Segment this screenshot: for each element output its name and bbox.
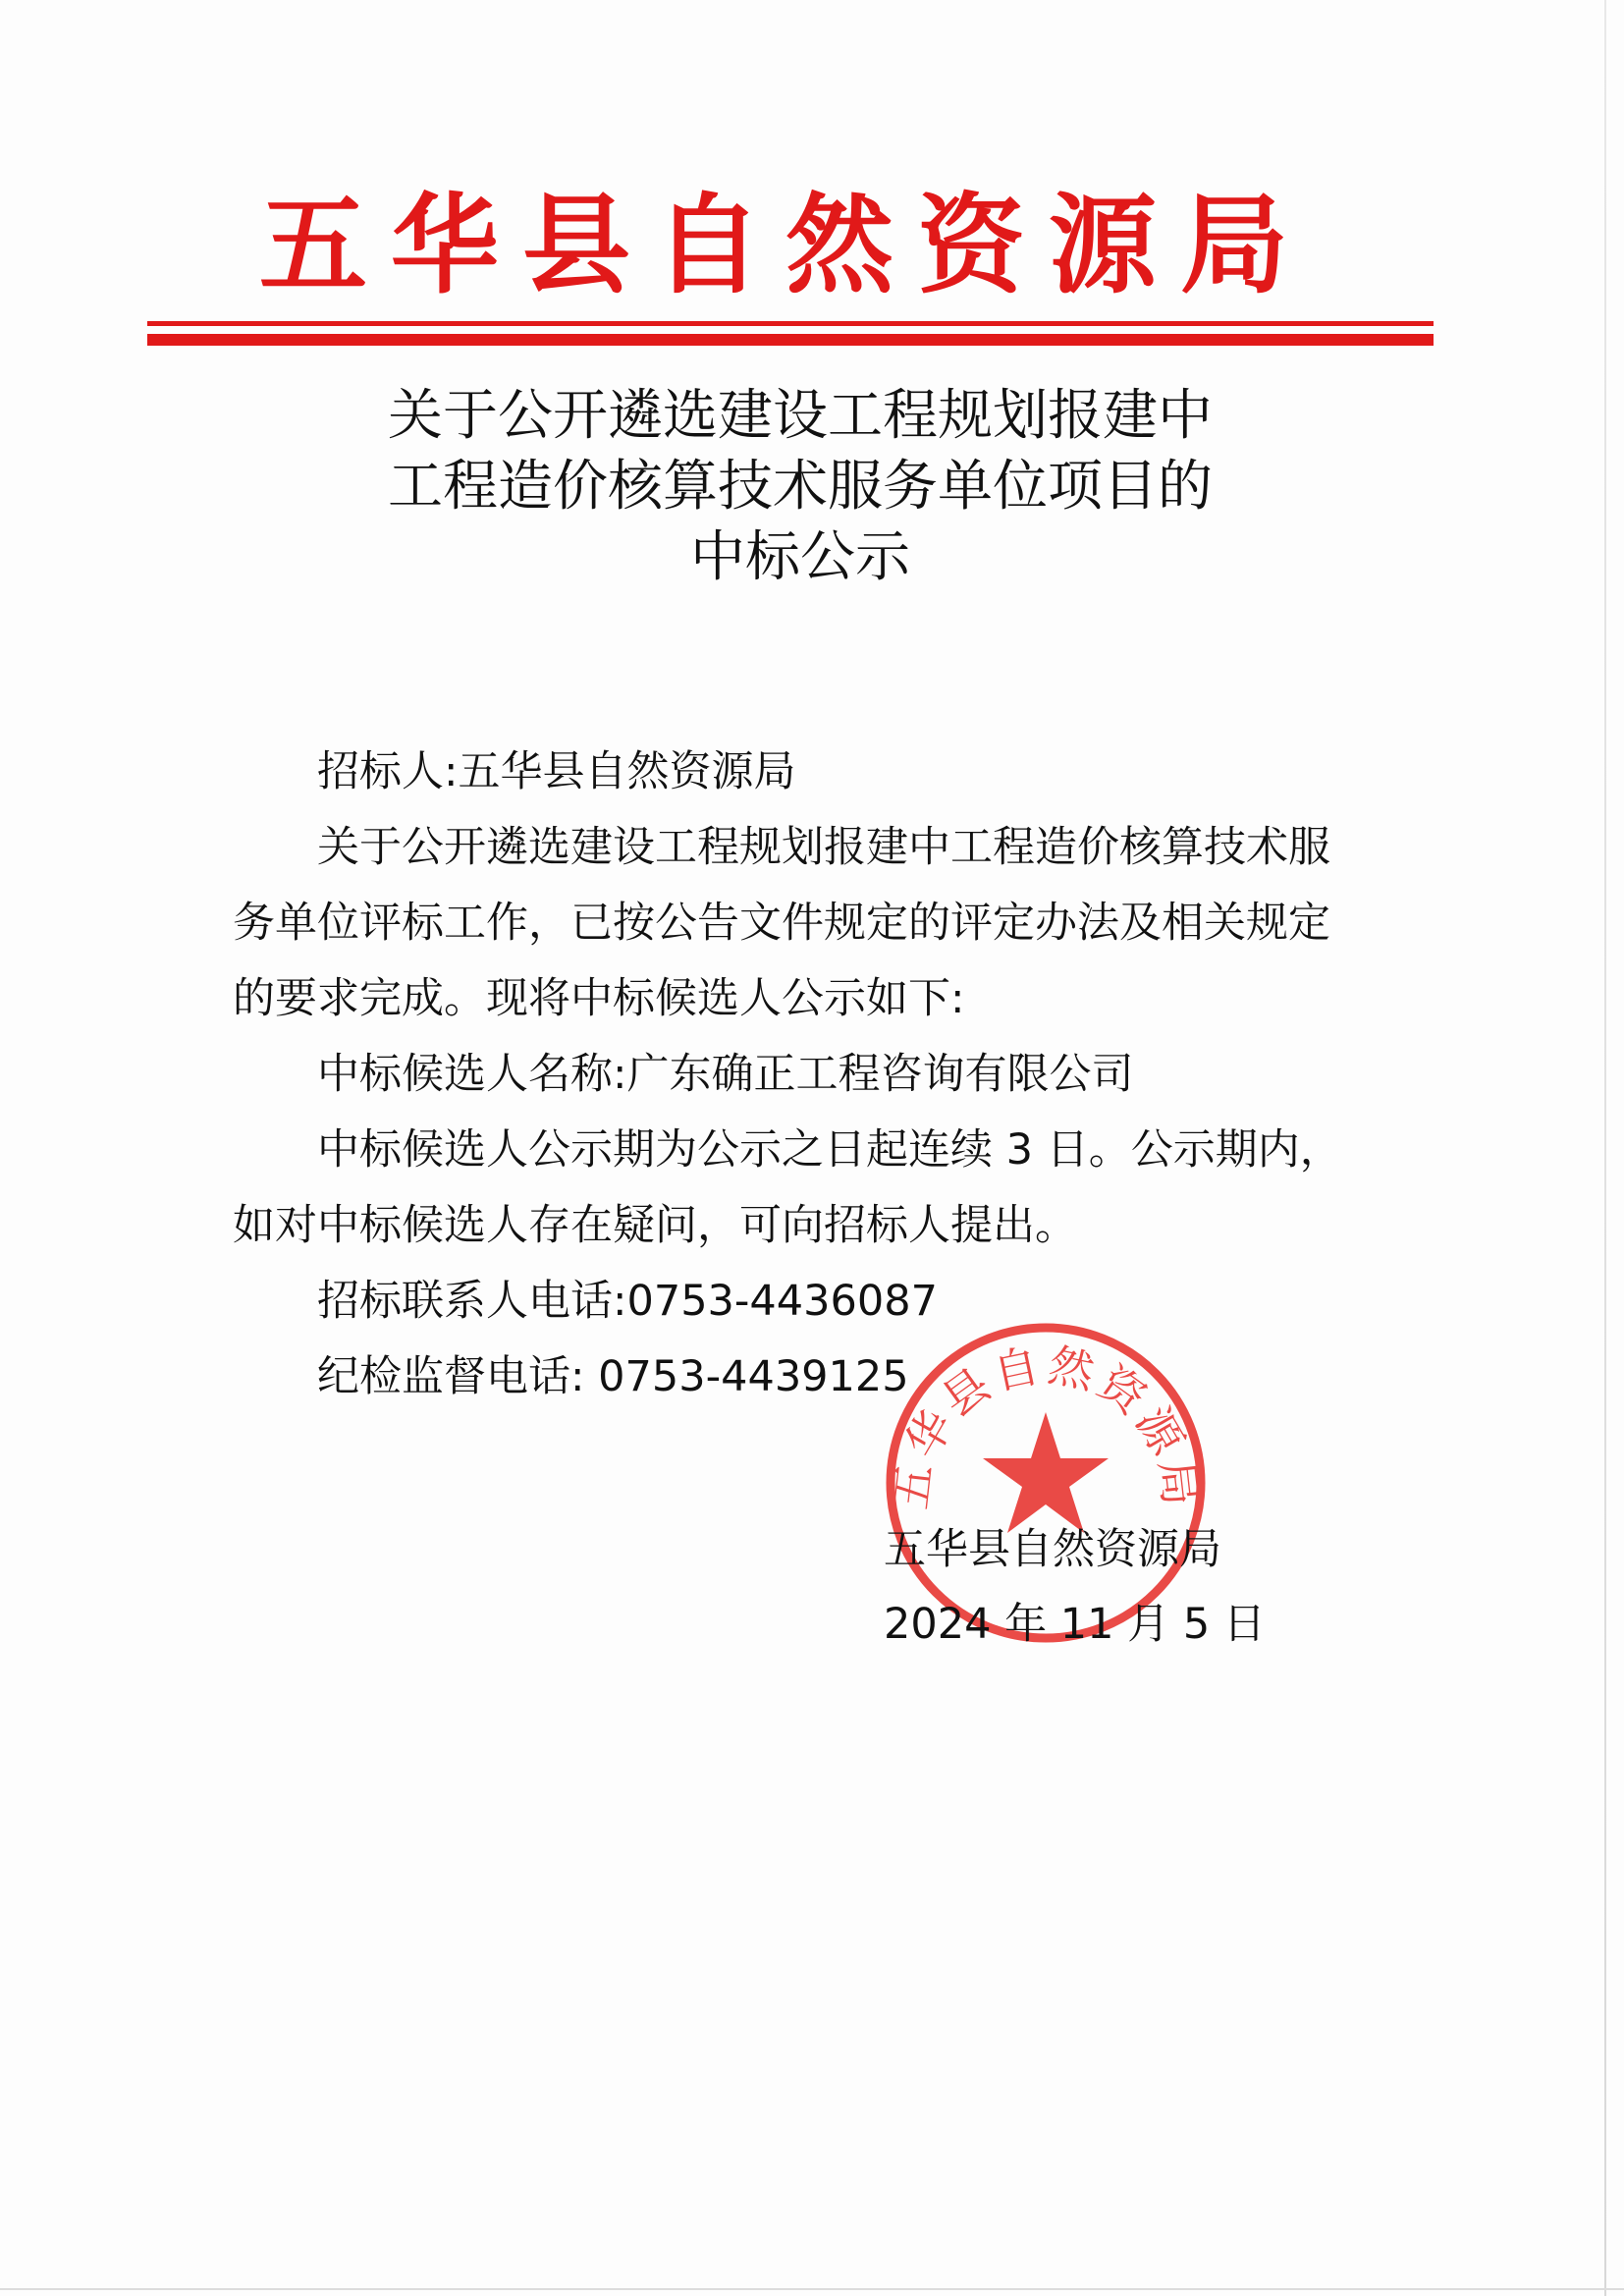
tenderer-line: 招标人:五华县自然资源局: [317, 747, 796, 796]
scan-edge-right: [1604, 0, 1606, 2296]
notice-title-line: 关于公开遴选建设工程规划报建中: [388, 384, 1213, 448]
signature-date: 2024 年 11 月 5 日: [884, 1600, 1266, 1649]
letterhead-title: 五华县自然资源局: [259, 182, 1312, 308]
notice-title-line: 中标公示: [690, 525, 910, 589]
candidate-name-line: 中标候选人名称:广东确正工程咨询有限公司: [317, 1050, 1134, 1099]
letterhead-rule-thin: [147, 321, 1434, 326]
notice-body: [233, 735, 1372, 1415]
evaluation-paragraph: 关于公开遴选建设工程规划报建中工程造价核算技术服务单位评标工作，已按公告文件规定的评定办法及相关规定的要求完成。现将中标候选人公示如下:: [233, 823, 1330, 1023]
contact-phone-line: 招标联系人电话:0753-4436087: [317, 1277, 938, 1326]
signature-block: [884, 1512, 1296, 1662]
notice-title-line: 工程造价核算技术服务单位项目的: [388, 455, 1213, 519]
scan-edge-bottom: [0, 2288, 1624, 2290]
letterhead-rule-thick: [147, 334, 1434, 346]
signature-org: 五华县自然资源局: [884, 1525, 1221, 1574]
notice-title: [196, 381, 1404, 593]
supervision-phone-line: 纪检监督电话: 0753-4439125: [317, 1352, 909, 1401]
publicity-period-paragraph: 中标候选人公示期为公示之日起连续 3 日。公示期内，如对中标候选人存在疑问，可向招标人提出。: [233, 1125, 1342, 1250]
seal-text: 五华县自然资源局: [884, 1338, 1208, 1512]
